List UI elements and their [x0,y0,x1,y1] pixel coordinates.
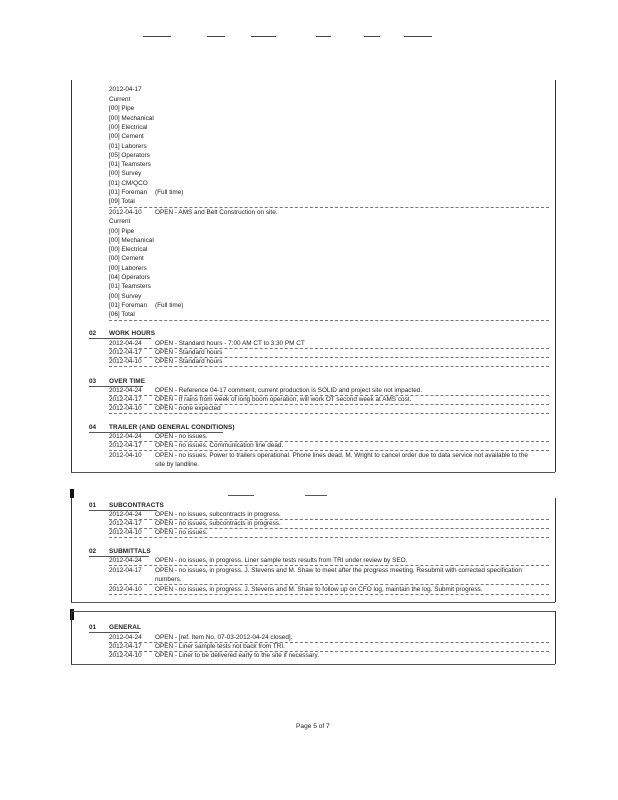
row-text: OPEN - Standard hours [155,349,223,356]
staff-line: [00] Electrical [109,124,148,131]
row-date: 2012-04-10 [109,405,142,412]
entry-status: OPEN - AMS and Belt Construction on site. [155,209,278,216]
row-rule [109,413,549,414]
section-border-bottom [71,664,555,665]
row-date: 2012-04-24 [109,387,142,394]
staff-line: [01] CM/QCO [109,180,148,187]
section-heading: SUBMITTALS [109,548,151,555]
row-date: 2012-04-17 [109,520,142,527]
staff-line: [04] Operators [109,274,150,281]
header-rule [316,36,331,37]
row-text: OPEN - no issues, in progress. J. Stevens and M. Shaw to meet after the progress meeting. Resubmit with corrected specification [155,567,522,574]
staff-line: [01] Teamsters [109,161,151,168]
staff-line: Current [109,218,131,225]
header-rule [251,36,276,37]
section-number: 04 [89,424,97,431]
section-heading: SUBCONTRACTS [109,502,164,509]
staff-line: [01] Laborers [109,143,147,150]
section-border-left [71,611,72,664]
row-date: 2012-04-24 [109,634,142,641]
row-text: OPEN - no issues, subcontracts in progress. [155,520,281,527]
header-rule [364,36,380,37]
section-border-left [71,498,72,602]
heading-rule [89,632,139,633]
row-text: OPEN - no issues. [155,529,208,536]
row-text: OPEN - Reference 04-17 comment, current production is SOLID and project site not impacted. [155,387,423,394]
row-text-cont: numbers. [155,576,182,583]
row-text: OPEN - If rains from week of long boom operation, will work OT second week at AMS cost. [155,396,412,403]
row-text: OPEN - none expected [155,405,221,412]
section-heading: GENERAL [109,624,141,631]
section-border-top [71,611,555,612]
staff-line: [00] Survey [109,170,142,177]
staff-line: [00] Mechanical [109,115,154,122]
section-heading: OVER TIME [109,378,146,385]
staff-line: [00] Mechanical [109,237,154,244]
row-rule [109,450,549,451]
block-top-rule [228,495,254,496]
row-date: 2012-04-10 [109,358,142,365]
row-text: OPEN - Liner sample tests not back from TRI. [155,643,285,650]
section-heading: TRAILER (AND GENERAL CONDITIONS) [109,424,235,431]
staff-line: [00] Laborers [109,265,147,272]
row-rule [109,565,549,566]
row-date: 2012-04-24 [109,340,142,347]
staff-line: [00] Pipe [109,105,135,112]
block-marker [70,489,74,498]
row-text: OPEN - Standard hours [155,358,223,365]
row-rule [109,594,549,595]
section-border-bottom [71,602,555,603]
staff-line: [01] Foreman [109,189,148,196]
staff-line: [00] Electrical [109,246,148,253]
row-date: 2012-04-24 [109,433,142,440]
row-text: OPEN - Liner to be delivered early to the site if necessary. [155,652,319,659]
row-text: OPEN - no issues. [155,433,208,440]
block-top-rule [305,495,327,496]
page-number: Page 5 of 7 [296,723,330,730]
staff-line: [09] Total [109,198,135,205]
staff-line: [01] Foreman [109,302,148,309]
staff-line: [00] Survey [109,293,142,300]
row-date: 2012-04-10 [109,652,142,659]
section-border-right [555,611,556,664]
header-rule [404,36,432,37]
row-date: 2012-04-17 [109,396,142,403]
row-text: OPEN - Standard hours - 7:00 AM CT to 3:30 PM CT [155,340,305,347]
row-text: OPEN - no issues, in progress. J. Stevens and M. Shaw to follow up on CFO log, maintain the log. Submit progress. [155,586,483,593]
row-rule [109,207,549,208]
foreman-note: (Full time) [155,302,184,309]
row-date: 2012-04-10 [109,586,142,593]
section-border-right [555,80,556,472]
foreman-note: (Full time) [155,189,184,196]
section-number: 01 [89,624,97,631]
row-rule [109,537,549,538]
staff-line: [01] Teamsters [109,283,151,290]
row-date: 2012-04-17 [109,643,142,650]
staff-line: Current [109,96,131,103]
staff-line: [00] Cement [109,255,144,262]
entry-date: 2012-04-10 [109,209,142,216]
row-date: 2012-04-10 [109,529,142,536]
row-date: 2012-04-24 [109,557,142,564]
header-rule [143,36,171,37]
row-date: 2012-04-17 [109,349,142,356]
row-rule [109,584,549,585]
section-heading: WORK HOURS [109,330,156,337]
section-border-left [71,80,72,472]
row-text: OPEN - no issues. Communication line dead. [155,442,284,449]
row-text: OPEN - no issues, in progress. Liner sample tests results from TRI under review by SEO. [155,557,408,564]
header-rule [207,36,225,37]
row-date: 2012-04-17 [109,567,142,574]
row-text: OPEN - no issues, subcontracts in progress. [155,511,281,518]
row-text: OPEN - no issues. Power to trailers operational. Phone lines dead. M. Wright to cancel order due to data service not available to the [155,452,528,459]
row-date: 2012-04-24 [109,511,142,518]
row-date: 2012-04-17 [109,442,142,449]
staff-line: [06] Total [109,311,135,318]
section-number: 03 [89,378,97,385]
staff-line: [05] Operators [109,152,150,159]
staff-line: [00] Pipe [109,228,135,235]
section-border-bottom [71,472,555,473]
row-date: 2012-04-10 [109,452,142,459]
heading-rule [89,338,151,339]
row-text: OPEN - [ref. Item No. 07-03-2012-04-24 closed]. [155,634,293,641]
row-rule [109,320,549,321]
section-number: 02 [89,330,97,337]
row-text-cont: site by landline. [155,461,200,468]
row-rule [109,366,549,367]
entry-date: 2012-04-17 [109,86,142,93]
section-number: 02 [89,548,97,555]
staff-line: [00] Cement [109,133,144,140]
section-number: 01 [89,502,97,509]
section-border-right [555,498,556,602]
